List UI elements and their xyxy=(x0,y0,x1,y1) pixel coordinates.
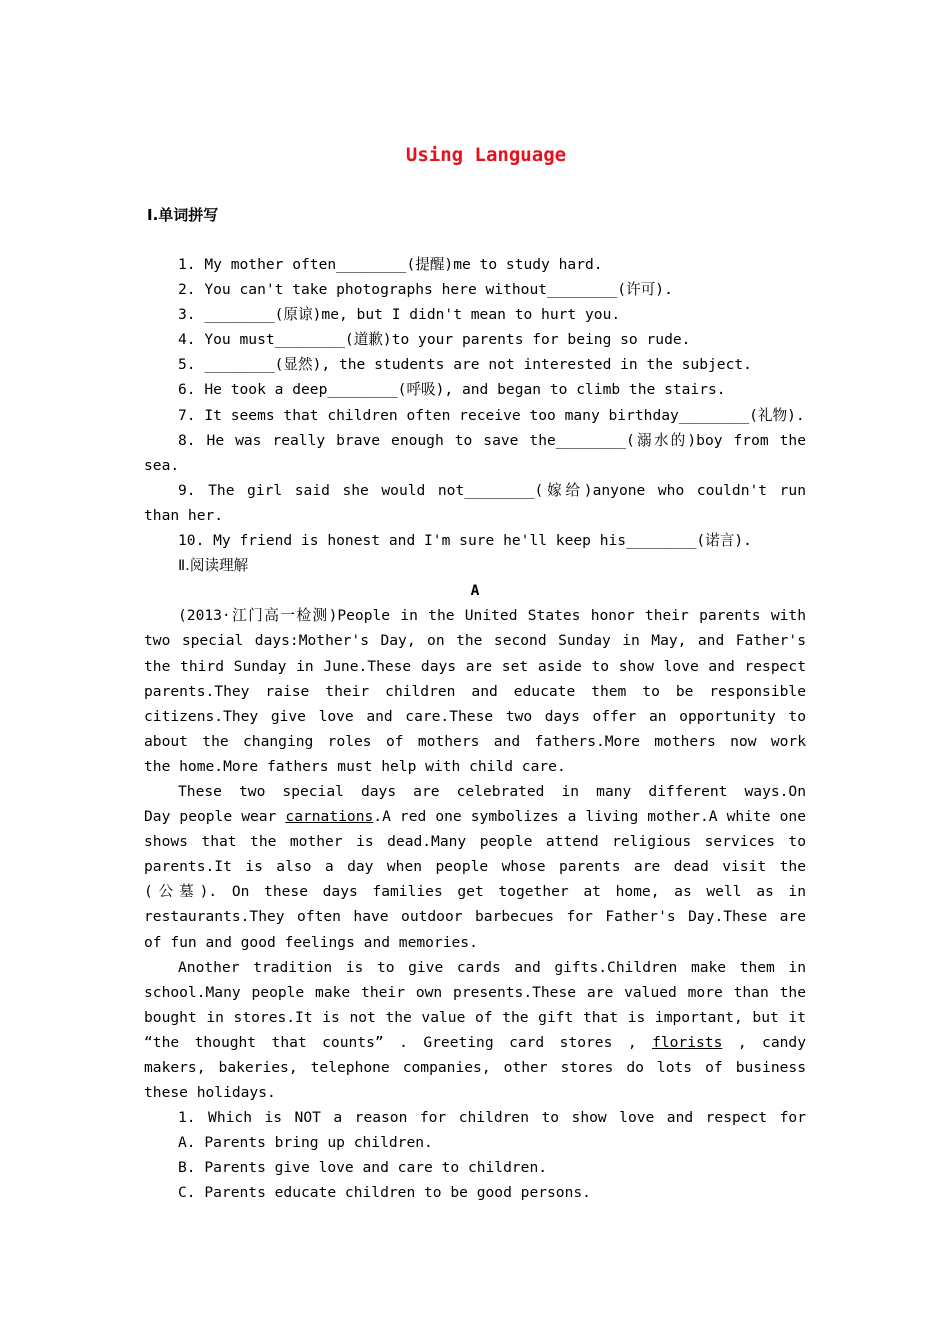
passage-line: shows that the mother is dead.Many people attend religious services to xyxy=(144,833,806,851)
passage-line: parents.It is also a day when people whose parents are dead visit the xyxy=(144,858,806,876)
passage-line: These two special days are celebrated in many different ways.On xyxy=(178,782,806,800)
spelling-item: 6. He took a deep________(呼吸), and began to climb the stairs. xyxy=(178,381,726,399)
spelling-item: 2. You can't take photographs here without________(许可). xyxy=(178,281,673,299)
spelling-item: 7. It seems that children often receive too many birthday________(礼物). xyxy=(178,406,805,424)
passage-line: bought in stores.It is not the value of the gift that is important, but it xyxy=(144,1008,806,1026)
passage-line: the third Sunday in June.These days are set aside to show love and respect xyxy=(144,657,806,675)
passage-text: “the thought that counts” . Greeting card stores , xyxy=(144,1033,653,1051)
passage-line: of fun and good feelings and memories. xyxy=(144,933,478,951)
option-c: C. Parents educate children to be good persons. xyxy=(178,1184,591,1202)
passage-text: Day people wear xyxy=(144,808,286,826)
passage-line: citizens.They give love and care.These two days offer an opportunity to xyxy=(144,707,806,725)
passage-paragraph-2 xyxy=(144,779,806,955)
spelling-item: 10. My friend is honest and I'm sure he'll keep his________(诺言). xyxy=(178,532,752,550)
passage-paragraph-1 xyxy=(144,603,806,779)
spelling-item: 3. ________(原谅)me, but I didn't mean to hurt you. xyxy=(178,306,621,324)
passage-line: the home.More fathers must help with child care. xyxy=(144,757,566,775)
section-heading-spelling: Ⅰ.单词拼写 xyxy=(147,206,219,224)
spelling-exercise xyxy=(144,252,806,1206)
passage-line xyxy=(144,804,806,829)
option-a: A. Parents bring up children. xyxy=(178,1134,433,1152)
underlined-word-carnations: carnations xyxy=(285,808,374,826)
passage-line: school.Many people make their own presents.These are valued more than the xyxy=(144,983,806,1001)
passage-line: about the changing roles of mothers and fathers.More mothers now work xyxy=(144,732,806,750)
passage-line xyxy=(144,1030,806,1055)
passage-line: restaurants.They often have outdoor barbecues for Father's Day.These are xyxy=(144,908,806,926)
passage-label: A xyxy=(470,582,480,600)
spelling-item-continuation: than her. xyxy=(144,506,224,524)
passage-line: parents.They raise their children and educate them to be responsible xyxy=(144,682,806,700)
spelling-item-continuation: sea. xyxy=(144,456,180,474)
option-b: B. Parents give love and care to children. xyxy=(178,1159,548,1177)
spelling-item: 1. My mother often________(提醒)me to study hard. xyxy=(178,256,603,273)
passage-line: two special days:Mother's Day, on the second Sunday in May, and Father's xyxy=(144,632,806,650)
spelling-item: 9. The girl said she would not________(嫁给)anyone who couldn't run xyxy=(178,481,806,499)
passage-line: Another tradition is to give cards and gifts.Children make them in xyxy=(178,958,806,976)
section-heading-reading: Ⅱ.阅读理解 xyxy=(178,557,249,575)
passage-line: these holidays. xyxy=(144,1084,276,1102)
spelling-item: 5. ________(显然), the students are not interested in the subject. xyxy=(178,356,752,374)
question-1: 1. Which is NOT a reason for children to show love and respect for xyxy=(178,1109,806,1127)
passage-text: .A red one symbolizes a living mother.A white one xyxy=(373,808,806,826)
passage-paragraph-3 xyxy=(144,955,806,1106)
passage-line: (公墓). On these days families get together at home, as well as in xyxy=(144,883,806,901)
spelling-item: 8. He was really brave enough to save the________(溺水的)boy from the xyxy=(178,431,806,449)
passage-line: (2013·江门高一检测)People in the United States honor their parents with xyxy=(178,607,806,625)
page-title: Using Language xyxy=(405,144,567,166)
spelling-item: 4. You must________(道歉)to your parents for being so rude. xyxy=(178,331,691,349)
passage-text: , candy xyxy=(722,1033,806,1051)
underlined-word-florists: florists xyxy=(652,1033,723,1051)
passage-line: makers, bakeries, telephone companies, other stores do lots of business xyxy=(144,1059,806,1076)
